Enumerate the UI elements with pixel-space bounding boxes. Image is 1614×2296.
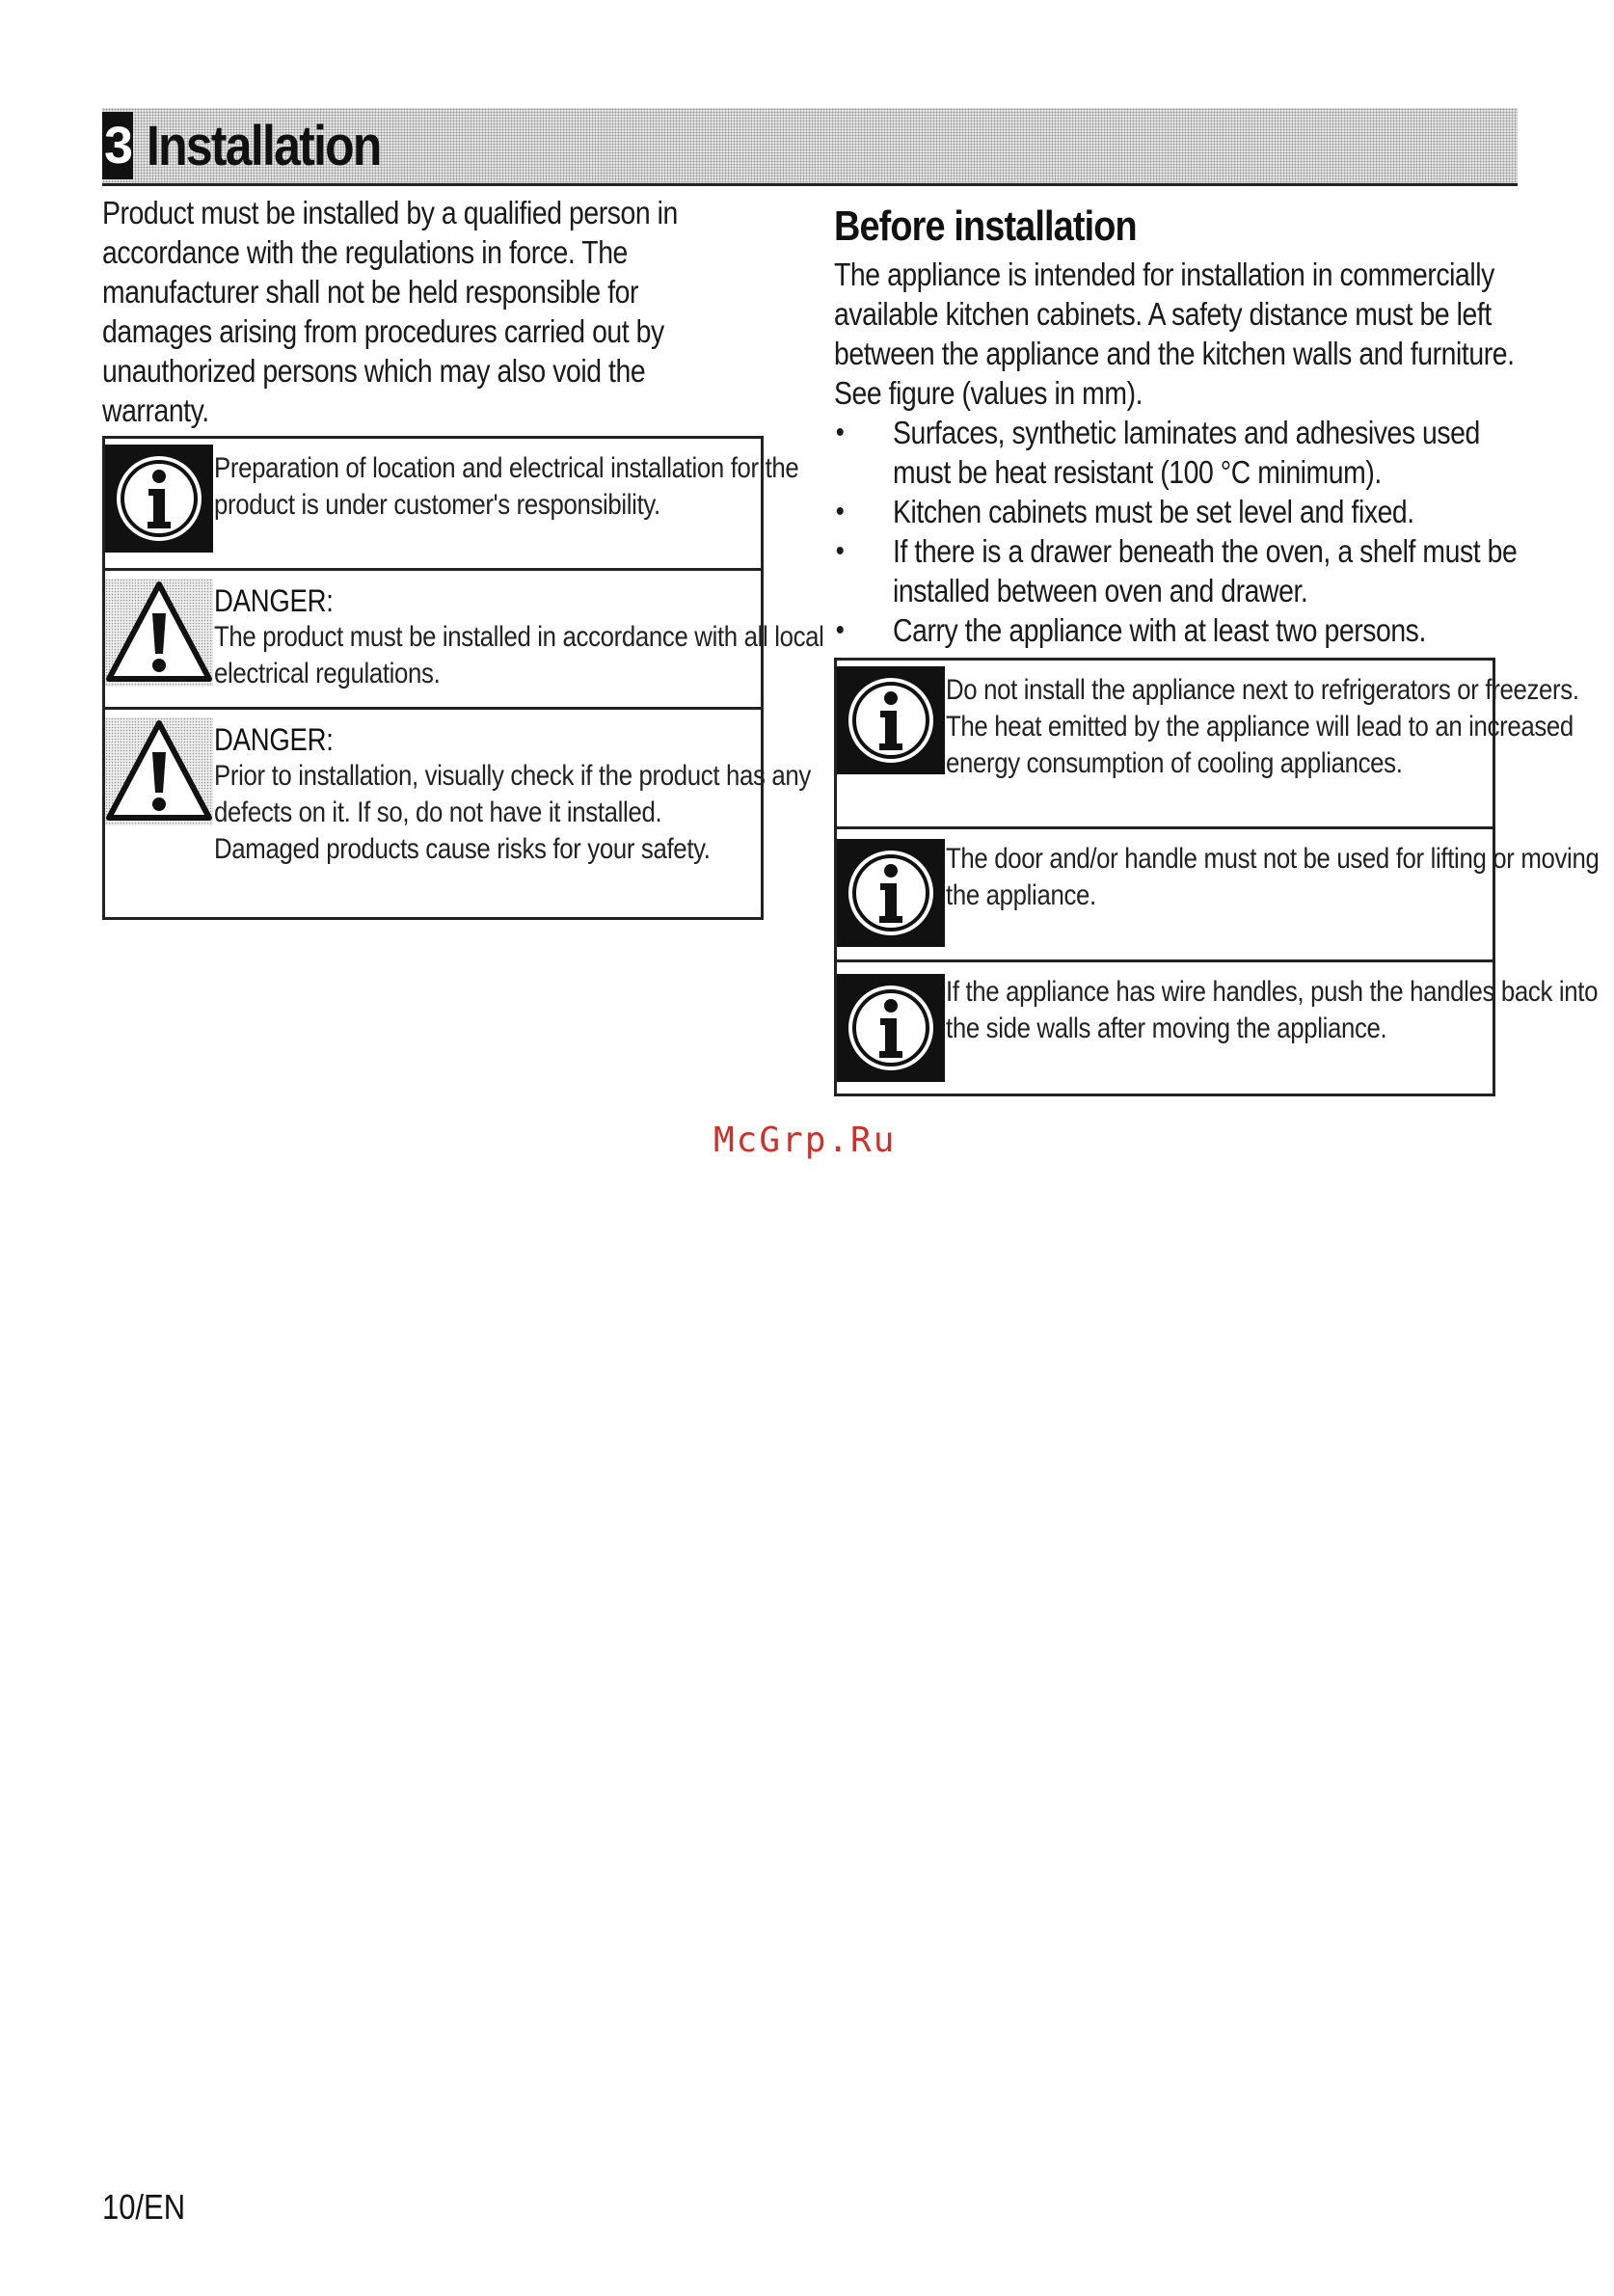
section-header [102, 108, 1518, 186]
warning-icon [105, 717, 213, 830]
list-item: • Carry the appliance with at least two persons. [835, 612, 1426, 648]
watermark: McGrp.Ru [713, 1121, 897, 1160]
notice-row [837, 826, 1600, 959]
left-column [102, 193, 824, 920]
bullet-icon: • [835, 614, 845, 646]
notice-text: If the appliance has wire handles, push the handles back into the side walls after moving the appliance. [946, 976, 1599, 1044]
notice-text: Do not install the appliance next to refrigerators or freezers. The heat emitted by the appliance will lead to an increased energy consumption of cooling appliances. [946, 674, 1579, 779]
left-notice-box [102, 436, 824, 920]
bullet-icon: • [835, 496, 845, 527]
list-item: • Kitchen cabinets must be set level and fixed. [835, 494, 1414, 529]
list-item: • If there is a drawer beneath the oven, a shelf must be installed between oven and drawer. [835, 533, 1518, 608]
notice-text: Prior to installation, visually check if the product has any defects on it. If so, do not have it installed. [214, 760, 811, 828]
notice-text: Preparation of location and electrical installation for the product is under customer's responsibility. [214, 452, 799, 521]
notice-row [105, 439, 799, 568]
bullet-icon: • [835, 535, 845, 567]
notice-row [837, 959, 1599, 1094]
before-installation-heading: Before installation [834, 203, 1137, 250]
requirements-list [834, 413, 1526, 650]
section-number: 3 [102, 112, 133, 179]
notice-text: The door and/or handle must not be used for lifting or moving the appliance. [946, 843, 1600, 911]
right-notice-box [834, 658, 1600, 1096]
warning-icon [105, 579, 213, 691]
notice-text: The product must be installed in accordance with all local electrical regulations. [214, 621, 824, 689]
before-installation-text: The appliance is intended for installation in commercially available kitchen cabinets. A safety distance must be left between the appliance and the kitchen walls and furniture. See figure (values in mm). [834, 257, 1515, 411]
info-icon [837, 839, 945, 952]
list-item: • Surfaces, synthetic laminates and adhesives used must be heat resistant (100 °C minimum). [835, 415, 1480, 490]
right-column [834, 203, 1600, 1096]
info-icon [837, 974, 945, 1087]
page-number: 10/EN [102, 2187, 186, 2227]
intro-paragraph: Product must be installed by a qualified person in accordance with the regulations in force. The manufacturer shall not be held responsible for damages arising from procedures carried out by unauthorized persons which may also void the warranty. [102, 195, 678, 428]
info-icon [105, 445, 213, 557]
notice-row [105, 707, 811, 917]
notice-row [837, 661, 1579, 826]
notice-row [105, 568, 824, 707]
danger-title: DANGER: [214, 722, 334, 757]
danger-title: DANGER: [214, 583, 334, 618]
notice-text-safety: Damaged products cause risks for your safety. [214, 833, 711, 865]
section-title: Installation [147, 115, 381, 177]
bullet-icon: • [835, 417, 845, 448]
info-icon [837, 666, 945, 779]
